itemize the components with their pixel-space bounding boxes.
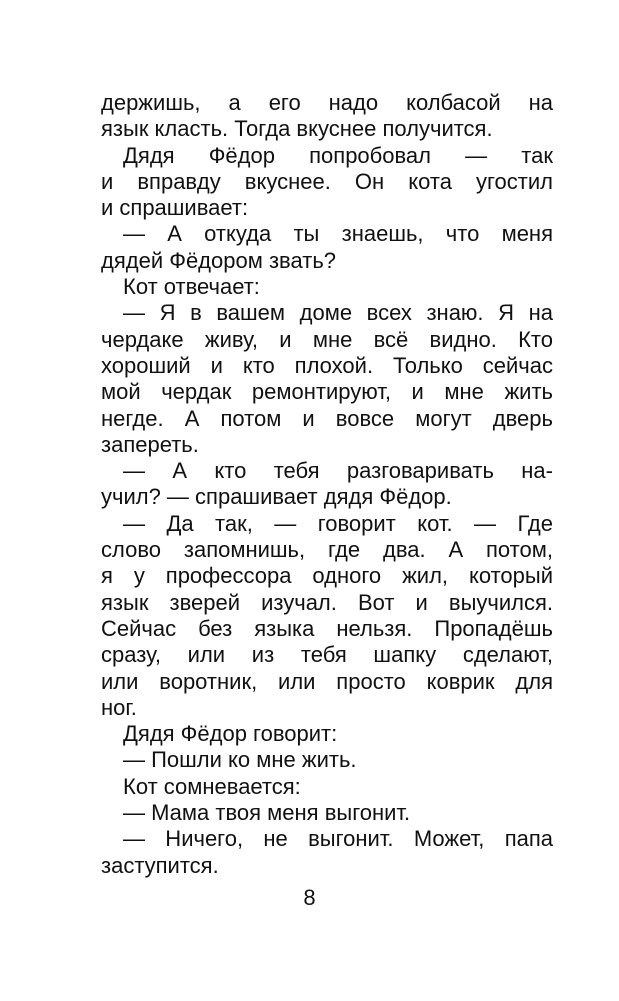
text-line: — Да так, — говорит кот. — Где (123, 510, 553, 536)
text-line: хороший и кто плохой. Только сейчас (101, 352, 553, 378)
body-text (101, 90, 553, 879)
text-line: держишь, а его надо колбасой на (101, 90, 553, 115)
text-line: ног. (101, 694, 137, 720)
text-line: — Мама твоя меня выгонит. (123, 800, 411, 826)
text-line: — Я в вашем доме всех знаю. Я на (123, 300, 553, 326)
text-line: учил? — спрашивает дядя Фёдор. (101, 484, 452, 510)
text-line: Сейчас без языка нельзя. Пропадёшь (101, 615, 553, 641)
text-line: Дядя Фёдор попробовал — так (123, 142, 553, 168)
text-line: — Ничего, не выгонит. Может, папа (123, 826, 553, 852)
text-line: заступится. (101, 852, 219, 878)
text-line: язык зверей изучал. Вот и выучился. (101, 589, 553, 615)
text-line: сразу, или из тебя шапку сделают, (101, 642, 553, 668)
text-line: Кот сомневается: (123, 773, 301, 799)
text-line: или воротник, или просто коврик для (101, 668, 553, 694)
text-line: негде. А потом и вовсе могут дверь (101, 405, 553, 431)
text-line: Дядя Фёдор говорит: (123, 721, 338, 747)
text-line: язык класть. Тогда вкуснее получится. (101, 116, 493, 142)
page-number: 8 (303, 885, 316, 910)
text-line: и вправду вкуснее. Он кота угостил (101, 168, 553, 194)
text-line: мой чердак ремонтируют, и мне жить (101, 379, 553, 405)
text-line: Кот отвечает: (123, 274, 260, 300)
text-line: запереть. (101, 431, 199, 457)
text-line: — А кто тебя разговаривать на- (123, 458, 553, 484)
text-line: — А откуда ты знаешь, что меня (123, 221, 553, 247)
text-line: чердаке живу, и мне всё видно. Кто (101, 326, 553, 352)
text-line: — Пошли ко мне жить. (123, 747, 357, 773)
text-line: слово запомнишь, где два. А потом, (101, 537, 553, 563)
text-line: я у профессора одного жил, который (101, 563, 553, 589)
text-line: дядей Фёдором звать? (101, 247, 337, 273)
text-line: и спрашивает: (101, 195, 249, 221)
